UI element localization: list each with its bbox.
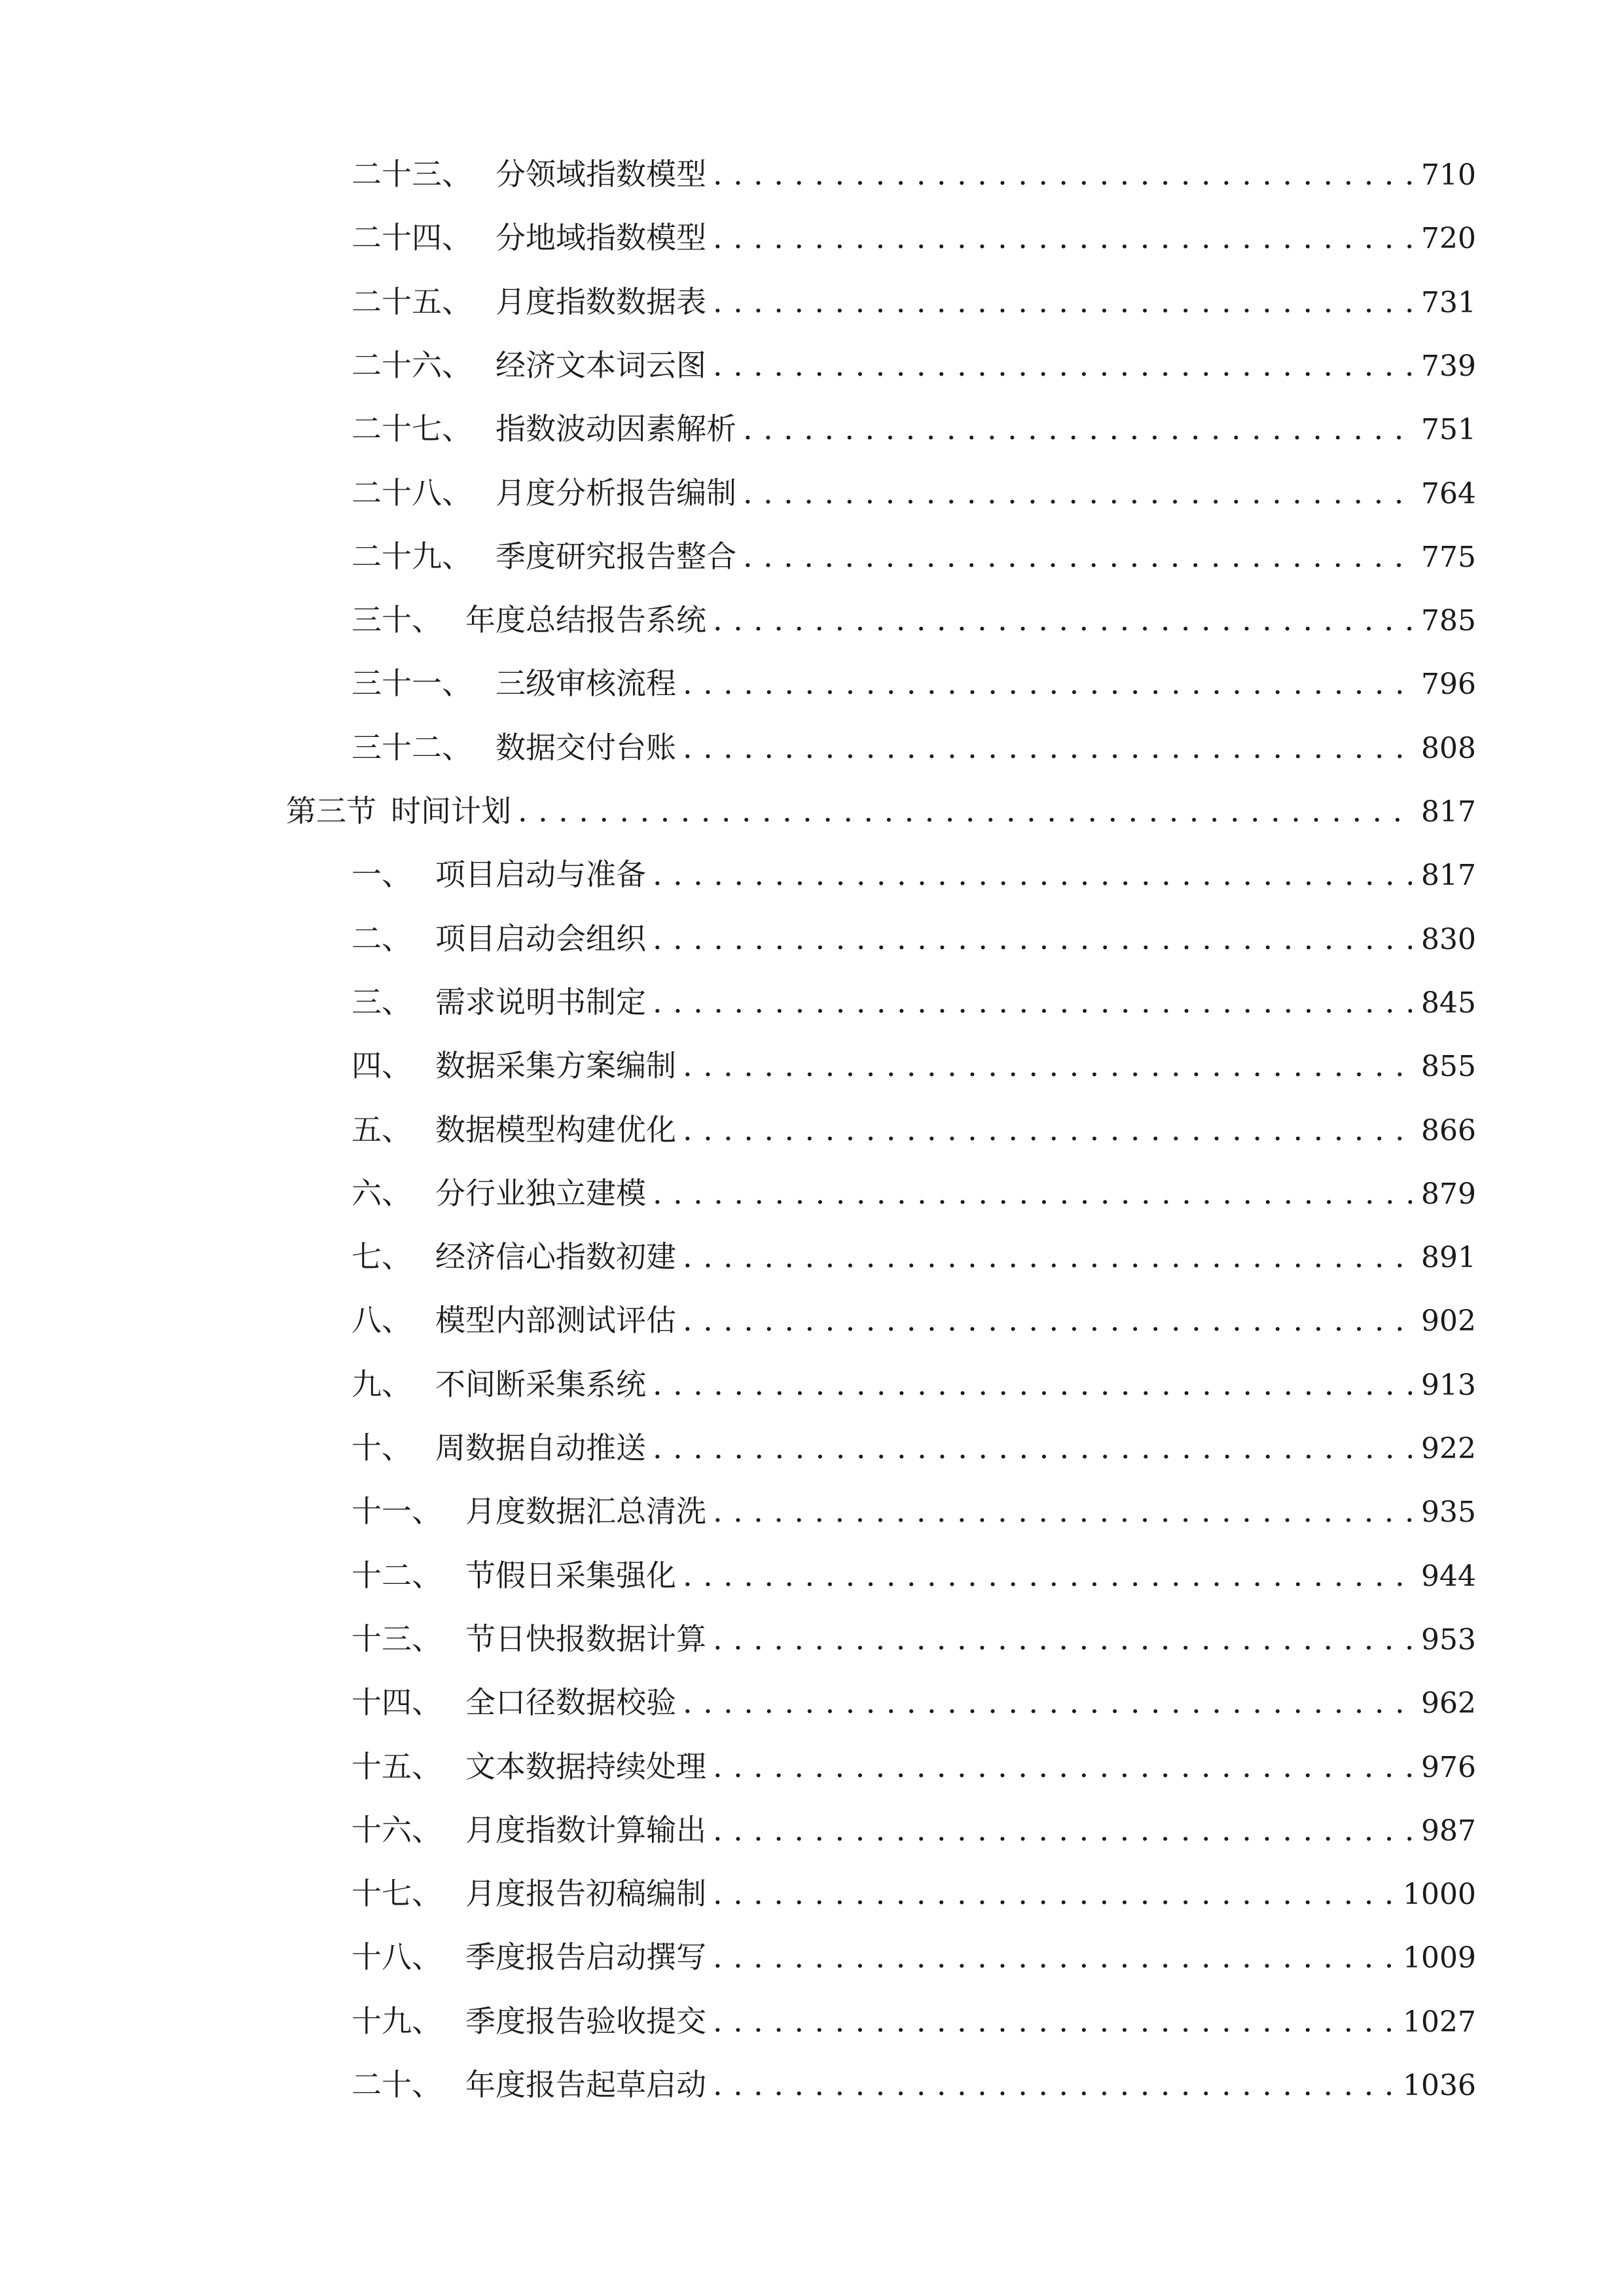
toc-entry-number: 九、 (352, 1367, 412, 1402)
toc-entry-number: 十五、 (352, 1749, 442, 1784)
toc-dot-leader (518, 791, 1412, 831)
toc-entry[interactable] (352, 600, 1476, 639)
toc-entry-page-number: 775 (1421, 541, 1476, 574)
toc-dot-leader (743, 409, 1412, 448)
toc-entry[interactable] (352, 664, 1476, 703)
toc-entry-page-number: 845 (1421, 986, 1476, 1020)
toc-dot-leader (683, 1300, 1412, 1340)
toc-dot-leader (713, 600, 1412, 639)
toc-entry[interactable] (352, 1237, 1476, 1276)
toc-entry-number: 七、 (352, 1239, 412, 1274)
toc-dot-leader (713, 1810, 1412, 1850)
toc-entry-number: 二、 (352, 921, 412, 956)
toc-entry-page-number: 855 (1421, 1050, 1476, 1083)
toc-dot-leader (653, 1428, 1412, 1467)
toc-entry[interactable] (352, 473, 1476, 512)
toc-entry-title: 模型内部测试评估 (435, 1302, 676, 1338)
toc-entry-number: 三十、 (352, 602, 442, 637)
toc-entry[interactable] (352, 218, 1476, 257)
toc-entry[interactable] (352, 282, 1476, 321)
toc-entry-title: 经济文本词云图 (496, 348, 706, 383)
toc-entry-number: 三十一、 (352, 666, 472, 701)
toc-entry-title: 月度指数数据表 (496, 284, 706, 319)
toc-dot-leader (683, 1683, 1412, 1722)
toc-dot-leader (653, 1365, 1412, 1404)
toc-entry[interactable] (352, 1428, 1476, 1467)
toc-entry-page-number: 1009 (1403, 1941, 1476, 1975)
toc-entry[interactable] (352, 409, 1476, 448)
toc-entry-page-number: 962 (1421, 1687, 1476, 1720)
toc-entry[interactable] (352, 1619, 1476, 1659)
toc-entry-page-number: 902 (1421, 1304, 1476, 1338)
toc-entry-number: 十七、 (352, 1876, 442, 1911)
toc-entry-page-number: 866 (1421, 1114, 1476, 1147)
toc-entry-page-number: 1036 (1403, 2069, 1476, 2102)
toc-entry-title: 数据模型构建优化 (435, 1112, 676, 1147)
toc-entry-title: 季度报告验收提交 (465, 2003, 706, 2039)
toc-dot-leader (653, 855, 1412, 894)
toc-entry[interactable] (352, 1937, 1476, 1977)
toc-entry-number: 一、 (352, 857, 412, 892)
toc-entry-page-number: 935 (1421, 1496, 1476, 1529)
toc-entry[interactable] (352, 1747, 1476, 1786)
toc-entry-number: 第三节 (286, 793, 376, 829)
toc-entry-number: 二十五、 (352, 284, 472, 319)
toc-entry[interactable] (352, 1683, 1476, 1722)
toc-entry-title: 节假日采集强化 (465, 1558, 676, 1593)
toc-entry-title: 年度总结报告系统 (465, 602, 706, 637)
toc-entry[interactable] (352, 1174, 1476, 1213)
toc-entry-page-number: 891 (1421, 1241, 1476, 1274)
toc-dot-leader (683, 1237, 1412, 1276)
toc-entry-title: 数据交付台账 (496, 730, 676, 765)
toc-entry-number: 二十三、 (352, 156, 472, 192)
toc-dot-leader (713, 1747, 1412, 1786)
toc-entry-title: 项目启动与准备 (435, 857, 646, 892)
toc-entry-title: 数据采集方案编制 (435, 1048, 676, 1083)
toc-entry-number: 二十四、 (352, 220, 472, 255)
toc-dot-leader (713, 282, 1412, 321)
toc-dot-leader (713, 1874, 1394, 1913)
toc-entry[interactable] (352, 2065, 1476, 2104)
toc-entry-page-number: 817 (1421, 795, 1476, 829)
toc-entry-title: 分行业独立建模 (435, 1175, 646, 1211)
toc-entry-page-number: 785 (1421, 604, 1476, 637)
toc-entry-number: 四、 (352, 1048, 412, 1083)
toc-entry-page-number: 1027 (1403, 2005, 1476, 2039)
toc-entry-number: 十九、 (352, 2003, 442, 2039)
toc-entry[interactable] (352, 1556, 1476, 1595)
toc-entry-page-number: 830 (1421, 923, 1476, 956)
toc-entry[interactable] (352, 855, 1476, 894)
toc-entry[interactable] (352, 982, 1476, 1022)
toc-dot-leader (713, 346, 1412, 385)
toc-entry-number: 六、 (352, 1175, 412, 1211)
toc-dot-leader (653, 919, 1412, 958)
toc-entry-number: 二十七、 (352, 411, 472, 446)
toc-dot-leader (713, 154, 1412, 194)
toc-entry-title: 三级审核流程 (496, 666, 676, 701)
toc-section-entry[interactable] (286, 791, 1476, 831)
toc-entry[interactable] (352, 1046, 1476, 1085)
toc-dot-leader (743, 537, 1412, 576)
toc-entry-title: 季度报告启动撰写 (465, 1939, 706, 1975)
toc-entry-page-number: 720 (1421, 222, 1476, 255)
toc-entry-title: 项目启动会组织 (435, 921, 646, 956)
toc-entry-title: 分地域指数模型 (496, 220, 706, 255)
toc-entry-page-number: 1000 (1403, 1878, 1476, 1911)
toc-entry[interactable] (352, 537, 1476, 576)
toc-entry[interactable] (352, 1300, 1476, 1340)
toc-entry-title: 不间断采集系统 (435, 1367, 646, 1402)
toc-entry-page-number: 808 (1421, 732, 1476, 765)
toc-entry[interactable] (352, 919, 1476, 958)
toc-entry-number: 十二、 (352, 1558, 442, 1593)
toc-entry-page-number: 987 (1421, 1814, 1476, 1848)
toc-entry-number: 十、 (352, 1430, 412, 1465)
toc-entry-title: 节日快报数据计算 (465, 1621, 706, 1657)
toc-entry-title: 经济信心指数初建 (435, 1239, 676, 1274)
toc-entry-title: 月度分析报告编制 (496, 475, 736, 511)
toc-entry-title: 全口径数据校验 (465, 1685, 676, 1720)
toc-entry-page-number: 976 (1421, 1751, 1476, 1784)
toc-entry[interactable] (352, 1365, 1476, 1404)
toc-entry-title: 月度指数计算输出 (465, 1812, 706, 1848)
toc-entry-number: 五、 (352, 1112, 412, 1147)
toc-entry[interactable] (352, 154, 1476, 194)
toc-entry[interactable] (352, 2001, 1476, 2041)
toc-entry-number: 十八、 (352, 1939, 442, 1975)
toc-entry-page-number: 953 (1421, 1623, 1476, 1657)
toc-entry-number: 二十、 (352, 2067, 442, 2102)
toc-entry-page-number: 731 (1421, 286, 1476, 319)
toc-dot-leader (713, 1619, 1412, 1659)
toc-entry-number: 八、 (352, 1302, 412, 1338)
toc-entry[interactable] (352, 346, 1476, 385)
toc-dot-leader (743, 473, 1412, 512)
toc-dot-leader (653, 1174, 1412, 1213)
toc-entry-title: 季度研究报告整合 (496, 539, 736, 574)
toc-entry[interactable] (352, 1110, 1476, 1149)
toc-entry-number: 二十六、 (352, 348, 472, 383)
toc-entry-number: 三十二、 (352, 730, 472, 765)
toc-dot-leader (713, 218, 1412, 257)
toc-entry-title: 月度数据汇总清洗 (465, 1494, 706, 1529)
toc-dot-leader (713, 2001, 1394, 2041)
toc-entry-title: 分领域指数模型 (496, 156, 706, 192)
toc-entry-title: 年度报告起草启动 (465, 2067, 706, 2102)
toc-dot-leader (683, 1556, 1412, 1595)
toc-dot-leader (713, 2065, 1394, 2104)
toc-entry[interactable] (352, 1874, 1476, 1913)
toc-dot-leader (683, 1110, 1412, 1149)
toc-entry[interactable] (352, 728, 1476, 767)
toc-dot-leader (653, 982, 1412, 1022)
toc-entry-number: 二十八、 (352, 475, 472, 511)
toc-entry-page-number: 817 (1421, 859, 1476, 892)
toc-entry[interactable] (352, 1492, 1476, 1531)
toc-dot-leader (713, 1937, 1394, 1977)
toc-entry-title: 文本数据持续处理 (465, 1749, 706, 1784)
toc-entry-page-number: 739 (1421, 350, 1476, 383)
toc-entry-number: 十四、 (352, 1685, 442, 1720)
toc-entry-title: 周数据自动推送 (435, 1430, 646, 1465)
toc-entry-page-number: 944 (1421, 1560, 1476, 1593)
toc-entry-number: 十六、 (352, 1812, 442, 1848)
toc-entry-page-number: 922 (1421, 1432, 1476, 1465)
toc-entry-number: 二十九、 (352, 539, 472, 574)
toc-entry-page-number: 710 (1421, 158, 1476, 192)
toc-dot-leader (683, 728, 1412, 767)
toc-entry-title: 时间计划 (391, 793, 511, 829)
toc-entry-page-number: 796 (1421, 668, 1476, 701)
toc-entry-title: 月度报告初稿编制 (465, 1876, 706, 1911)
toc-entry[interactable] (352, 1810, 1476, 1850)
toc-entry-title: 需求说明书制定 (435, 984, 646, 1020)
toc-entry-number: 三、 (352, 984, 412, 1020)
toc-entry-page-number: 751 (1421, 413, 1476, 446)
toc-entry-number: 十三、 (352, 1621, 442, 1657)
toc-dot-leader (683, 664, 1412, 703)
toc-entry-number: 十一、 (352, 1494, 442, 1529)
toc-entry-page-number: 879 (1421, 1177, 1476, 1211)
toc-dot-leader (713, 1492, 1412, 1531)
toc-entry-page-number: 764 (1421, 477, 1476, 511)
toc-dot-leader (683, 1046, 1412, 1085)
toc-entry-title: 指数波动因素解析 (496, 411, 736, 446)
toc-entry-page-number: 913 (1421, 1369, 1476, 1402)
